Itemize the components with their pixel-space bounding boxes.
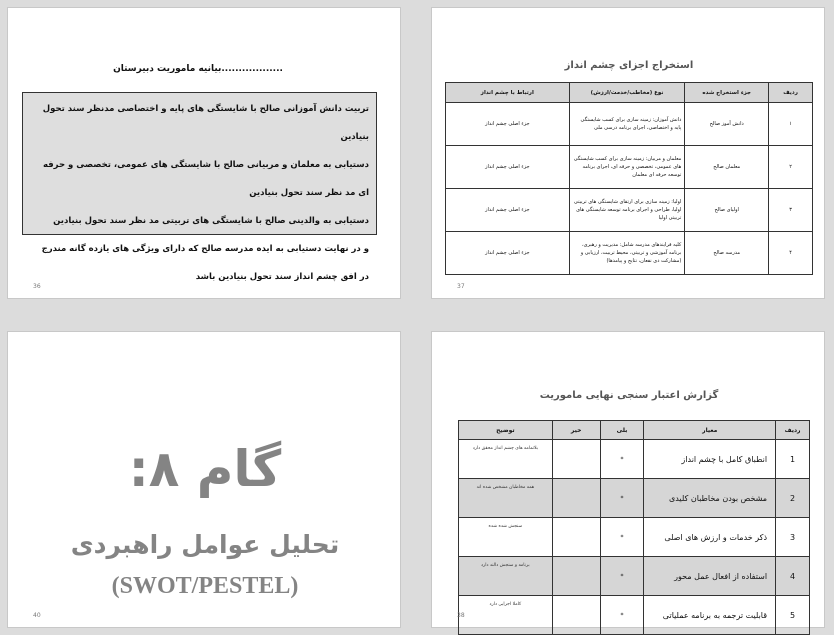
cell-yes: * [600, 479, 644, 518]
cell-criterion: مشخص بودن مخاطبان کلیدی [644, 479, 776, 518]
table-row [459, 440, 810, 479]
cell-type: اولیا: زمینه سازی برای ارتقای شایستگی های تربیتی اولیا، طراحی و اجرای برنامه توسعه شایستگی های تربیتی اولیا [569, 189, 685, 232]
cell-no [552, 479, 600, 518]
cell-relation: جزء اصلی چشم انداز [446, 232, 570, 275]
mission-paragraph-1: تربیت دانش آموزانی صالح با شایستگی های پایه و اختصاصی مدنظر سند تحول بنیادین [42, 104, 369, 142]
header-no: خیر [552, 421, 600, 440]
cell-num: ۱ [769, 103, 813, 146]
header-criterion: معیار [644, 421, 776, 440]
cell-num: 2 [776, 479, 810, 518]
mission-statement-box [22, 92, 377, 282]
page-number: 40 [33, 612, 41, 619]
cell-yes: * [600, 518, 644, 557]
cell-type: معلمان و مربیان: زمینه سازی برای کسب شایستگی های عمومی، تخصصی و حرفه ای، اجرای برنامه توسعه حرفه ای معلمان [569, 146, 685, 189]
cell-num: 3 [776, 518, 810, 557]
validation-table [458, 420, 810, 635]
table-row [459, 557, 810, 596]
mission-paragraph-4: و در نهایت دستیابی به ایده مدرسه صالح که دارای ویژگی های یازده گانه مندرج در افق چشم انداز سند تحول بنیادین باشد [41, 244, 369, 282]
cell-part: اولیای صالح [685, 189, 769, 232]
cell-part: دانش آموز صالح [685, 103, 769, 146]
header-note: توضیح [459, 421, 553, 440]
mission-paragraph-2: دستیابی به معلمان و مربیانی صالح با شایستگی های عمومی، تخصصی و حرفه ای مد نظر سند تحول بنیادین [42, 160, 369, 198]
step-subtitle: تحلیل عوامل راهبردی [70, 530, 340, 559]
cell-no [552, 596, 600, 635]
cell-criterion: قابلیت ترجمه به برنامه عملیاتی [644, 596, 776, 635]
table-row [446, 189, 813, 232]
header-row-num: ردیف [769, 83, 813, 103]
vision-components-title: استخراج اجزای چشم انداز [564, 60, 694, 71]
cell-relation: جزء اصلی چشم انداز [446, 103, 570, 146]
cell-num: ۴ [769, 232, 813, 275]
cell-note: کاملا اجرایی دارد [459, 596, 553, 635]
header-row-num: ردیف [776, 421, 810, 440]
cell-num: 5 [776, 596, 810, 635]
swot-pestel-label: (SWOT/PESTEL) [111, 573, 299, 599]
header-type: نوع (مخاطب/خدمت/ارزش) [569, 83, 685, 103]
page-36 [7, 7, 401, 299]
table-row [459, 518, 810, 557]
cell-part: معلمان صالح [685, 146, 769, 189]
table-header-row [446, 83, 813, 103]
page-number: 37 [457, 283, 465, 290]
table-row [446, 146, 813, 189]
page-37 [431, 7, 825, 299]
table-row [459, 596, 810, 635]
cell-note: بلاتمامه های چشم انداز محقق دارد [459, 440, 553, 479]
step-heading: گام ۸: [128, 440, 282, 498]
cell-note: برنامه و سنجش دالند دارد [459, 557, 553, 596]
page-number: 36 [33, 283, 41, 290]
cell-criterion: انطباق کامل با چشم انداز [644, 440, 776, 479]
cell-no [552, 557, 600, 596]
cell-no [552, 440, 600, 479]
cell-no [552, 518, 600, 557]
table-header-row [459, 421, 810, 440]
cell-yes: * [600, 557, 644, 596]
cell-yes: * [600, 596, 644, 635]
cell-note: سنجش شده شده [459, 518, 553, 557]
vision-components-table [445, 82, 813, 275]
page-38 [431, 331, 825, 628]
cell-num: ۳ [769, 189, 813, 232]
cell-num: 1 [776, 440, 810, 479]
header-relation: ارتباط با چشم انداز [446, 83, 570, 103]
cell-relation: جزء اصلی چشم انداز [446, 189, 570, 232]
table-row [459, 479, 810, 518]
header-part: جزء استخراج شده [685, 83, 769, 103]
cell-type: کلیه فرایندهای مدرسه شامل: مدیریت و رهبری، برنامه آموزشی و تربیتی، محیط تربیت، ارزیابی و (مشارکت ذی نفعان، نتایج و پیامدها) [569, 232, 685, 275]
table-row [446, 232, 813, 275]
cell-criterion: استفاده از افعال عمل محور [644, 557, 776, 596]
cell-type: دانش آموزان: زمینه سازی برای کسب شایستگی پایه و اختصاصی، اجرای برنامه درسی ملی [569, 103, 685, 146]
page-40 [7, 331, 401, 628]
cell-num: 4 [776, 557, 810, 596]
cell-part: مدرسه صالح [685, 232, 769, 275]
cell-num: ۲ [769, 146, 813, 189]
page-number: 38 [457, 612, 465, 619]
header-yes: بلی [600, 421, 644, 440]
table-row [446, 103, 813, 146]
cell-yes: * [600, 440, 644, 479]
mission-paragraph-3: دستیابی به والدینی صالح با شایستگی های تربیتی مد نظر سند تحول بنیادین [53, 216, 369, 226]
cell-note: همه مخاطبان مشخص شده اند [459, 479, 553, 518]
mission-statement-title: بیانیه ماموریت دبیرستان.................. [113, 64, 283, 74]
cell-relation: جزء اصلی چشم انداز [446, 146, 570, 189]
cell-criterion: ذکر خدمات و ارزش های اصلی [644, 518, 776, 557]
validation-report-title: گزارش اعتبار سنجی نهایی ماموریت [539, 390, 719, 401]
